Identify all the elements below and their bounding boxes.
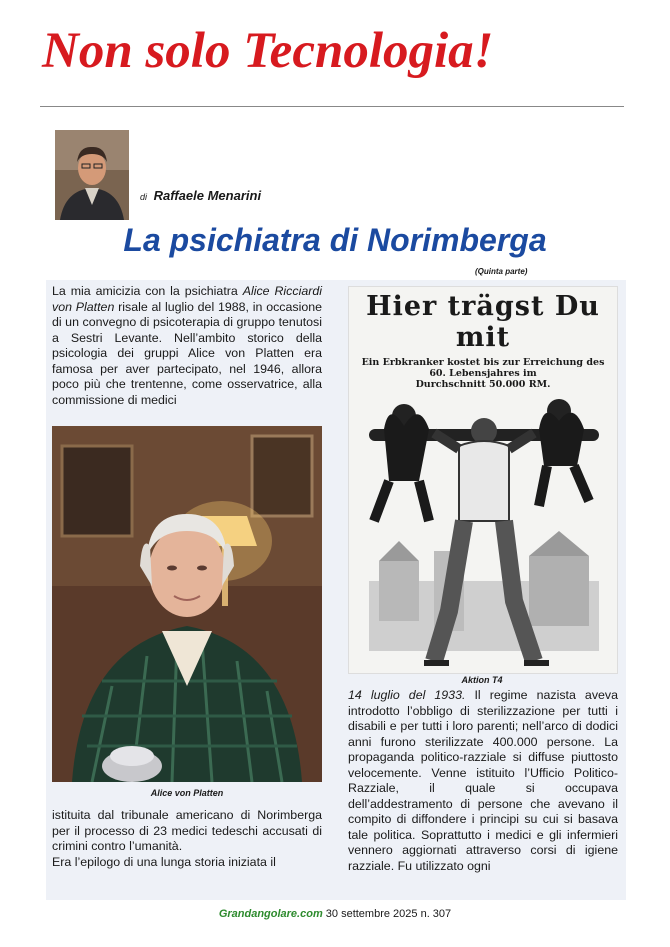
intro-text-a: La mia amicizia con la psichiatra xyxy=(52,284,243,298)
author-photo xyxy=(55,130,129,220)
byline-prefix: di xyxy=(140,192,148,202)
footer-brand[interactable]: Grandangolare.com xyxy=(218,908,323,920)
poster-caption: Aktion T4 xyxy=(461,675,503,685)
poster-illustration xyxy=(349,371,617,671)
alice-portrait-illustration xyxy=(52,426,322,782)
history-paragraph xyxy=(348,688,618,874)
footer-issue: 30 settembre 2025 n. 307 xyxy=(322,908,452,920)
header-divider xyxy=(40,106,624,107)
intro-paragraph xyxy=(52,284,322,408)
right-column-text xyxy=(348,688,618,874)
alice-photo xyxy=(52,426,322,782)
byline-author: Raffaele Menarini xyxy=(153,188,262,203)
article-title: La psichiatra di Norimberga xyxy=(123,222,547,258)
poster-line-1: Ein Erbkranker kostet bis zur Erreichung des xyxy=(361,357,605,368)
epilogue-paragraph: Era l’epilogo di una lunga storia iniziata il xyxy=(52,854,276,869)
tribunal-paragraph: istituita dal tribunale americano di Norimberga per il processo di 23 medici tedeschi accusati di crimini contro l’umanità. xyxy=(52,808,322,853)
byline xyxy=(140,188,261,203)
alice-photo-caption: Alice von Platten xyxy=(150,788,224,798)
article-part: (Quinta parte) xyxy=(475,267,528,276)
intro-text-b: risale al luglio del 1988, in occasione di un convegno di psicoterapia di gruppo tenutosi a Sestri Levante. Nell’ambito storico della psicologia dei gruppi Alice von Platten era famosa per aver partecipato, nel 1946, allora poco più che trentenne, come osservatrice, alla commissione di medici xyxy=(52,299,322,407)
history-date: 14 luglio del 1933. xyxy=(348,688,466,702)
poster-line-3: Durchschnitt 50.000 RM. xyxy=(415,379,551,390)
author-portrait-illustration xyxy=(55,130,129,220)
left-column-intro xyxy=(52,284,322,408)
aktion-t4-poster xyxy=(348,286,618,674)
masthead-title: Non solo Tecnologia! xyxy=(42,23,494,79)
page-footer xyxy=(0,908,670,920)
poster-line-2: 60. Lebensjahres im xyxy=(429,368,537,379)
left-column-continued xyxy=(52,808,322,870)
poster-headline: Hier trägst Du mit xyxy=(366,291,600,353)
history-text: Il regime nazista aveva introdotto l’obbligo di sterilizzazione per tutti i disabili e per tutti i loro parenti; nell’arco di dodici anni furono sterilizzate 400.000 persone. La propaganda politico-razziale si diffuse piuttosto velocemente. Venne istituito l’Ufficio Politico-Razziale, il quale si occupava dell’addestramento di persone che avevano il compito di diffondere i principi su cui si basava tale politica. Soprattutto i medici e gli infermieri vennero aggiornati attraverso corsi di igiene razziale. Fu utilizzato ogni xyxy=(348,688,618,873)
intro-name: Alice Ricciardi von Platten xyxy=(52,284,322,314)
